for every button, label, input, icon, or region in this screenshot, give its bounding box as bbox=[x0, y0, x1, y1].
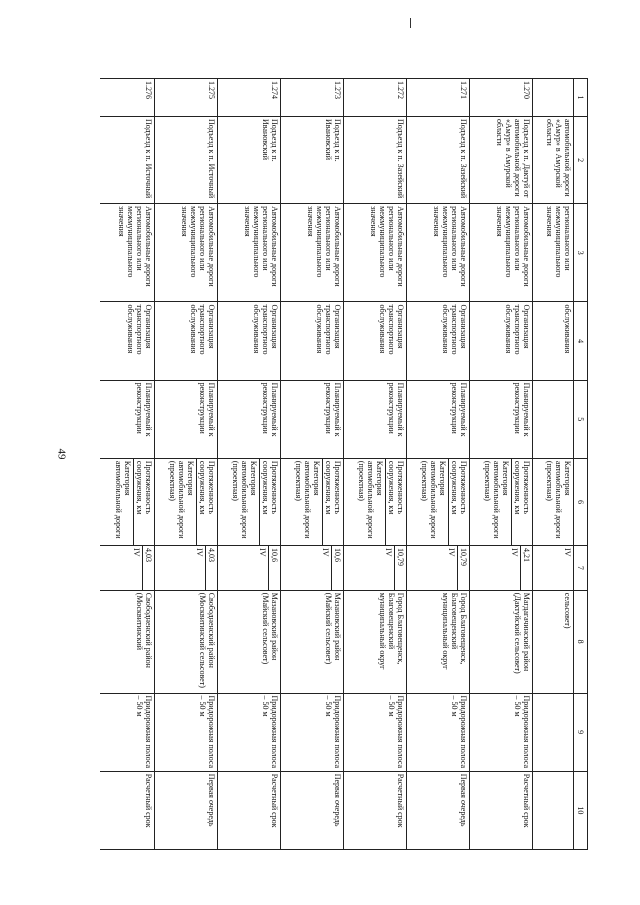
location-cell: Магдагачинский район (Дактуйский сельсовет) bbox=[470, 590, 533, 693]
characteristics-cell bbox=[470, 458, 533, 545]
zone-cell: Придорожная полоса – 50 м bbox=[155, 693, 218, 771]
characteristic-length-value: 4,21 bbox=[520, 546, 532, 590]
zone-cell: Придорожная полоса – 50 м bbox=[407, 693, 470, 771]
rotated-table-wrapper bbox=[100, 78, 588, 850]
characteristics-cell bbox=[533, 458, 574, 545]
purpose-cell: Организация транспортного обслуживания bbox=[281, 302, 344, 380]
road-objects-table bbox=[100, 78, 588, 850]
row-number-cell: 1.272 bbox=[344, 79, 407, 117]
row-number-cell: 1.271 bbox=[407, 79, 470, 117]
characteristic-category-label bbox=[542, 459, 544, 545]
values-cell bbox=[155, 546, 218, 591]
object-name-cell: автомобильной дороги «Амур» в Амурской области bbox=[533, 116, 574, 203]
location-cell: Свободненский район (Москвитинский bbox=[100, 590, 155, 693]
column-header: 5 bbox=[574, 380, 588, 458]
term-cell: Первая очередь bbox=[155, 771, 218, 849]
table-row bbox=[155, 79, 218, 850]
object-name-cell: Подъезд к п. Дактуй от автомобильной дороги «Амур» в Амурской области bbox=[470, 116, 533, 203]
characteristic-category-label: Категория автомобильной дороги (проектная) bbox=[483, 460, 510, 539]
object-type-cell: регионального или межмуниципального значения bbox=[533, 204, 574, 302]
term-cell: Расчетный срок bbox=[100, 771, 155, 849]
values-cell bbox=[407, 546, 470, 591]
purpose-cell: Организация транспортного обслуживания bbox=[155, 302, 218, 380]
zone-cell: Придорожная полоса – 50 м bbox=[281, 693, 344, 771]
term-cell bbox=[533, 771, 574, 849]
term-cell: Расчетный срок bbox=[218, 771, 281, 849]
characteristic-category-label: Категория автомобильной дороги (проектная) bbox=[357, 460, 384, 539]
object-type-cell: Автомобильные дороги регионального или межмуниципального значения bbox=[155, 204, 218, 302]
location-cell: сельсовет) bbox=[533, 590, 574, 693]
characteristic-length-value: 10,79 bbox=[394, 546, 406, 590]
zone-cell: Придорожная полоса – 50 м bbox=[218, 693, 281, 771]
characteristic-category-label: Категория автомобильной дороги bbox=[114, 460, 132, 539]
characteristics-cell bbox=[218, 458, 281, 545]
location-cell: Мазановский район (Майский сельсовет) bbox=[218, 590, 281, 693]
values-cell bbox=[533, 546, 574, 591]
values-cell bbox=[344, 546, 407, 591]
characteristic-category-label: Категория автомобильной дороги (проектная) bbox=[168, 460, 195, 539]
characteristic-length-value: 10,6 bbox=[331, 546, 343, 590]
characteristic-length-label: Протяженность сооружения, км bbox=[259, 459, 280, 545]
characteristic-category-value: IV bbox=[258, 548, 267, 557]
characteristics-cell bbox=[155, 458, 218, 545]
table-row bbox=[470, 79, 533, 850]
status-cell: Планируемый к реконструкции bbox=[155, 380, 218, 458]
object-type-cell: Автомобильные дороги регионального или межмуниципального значения bbox=[344, 204, 407, 302]
characteristics-cell bbox=[100, 458, 155, 545]
purpose-cell: Организация транспортного обслуживания bbox=[407, 302, 470, 380]
characteristic-length-label: Протяженность сооружения, км bbox=[133, 459, 154, 545]
status-cell: Планируемый к реконструкции bbox=[470, 380, 533, 458]
table-body bbox=[100, 79, 574, 850]
values-cell bbox=[281, 546, 344, 591]
object-name-cell: Подъезд к п. Зазейский bbox=[344, 116, 407, 203]
object-type-cell: Автомобильные дороги регионального или межмуниципального значения bbox=[100, 204, 155, 302]
status-cell: Планируемый к реконструкции bbox=[100, 380, 155, 458]
characteristic-length-value: 4,03 bbox=[142, 546, 154, 590]
status-cell bbox=[533, 380, 574, 458]
characteristic-category-value: IV bbox=[447, 548, 456, 557]
characteristic-length-value: IV bbox=[563, 548, 572, 557]
table-row bbox=[100, 79, 155, 850]
location-cell: Мазановский район (Майский сельсовет) bbox=[281, 590, 344, 693]
row-number-cell: 1.273 bbox=[281, 79, 344, 117]
column-header: 1 bbox=[574, 79, 588, 117]
characteristic-length-value: 4,03 bbox=[205, 546, 217, 590]
table-row bbox=[218, 79, 281, 850]
zone-cell: Придорожная полоса – 50 м bbox=[470, 693, 533, 771]
characteristic-category-label: Категория автомобильной дороги (проектная) bbox=[420, 460, 447, 539]
table-row bbox=[533, 79, 574, 850]
column-header: 4 bbox=[574, 302, 588, 380]
status-cell: Планируемый к реконструкции bbox=[281, 380, 344, 458]
purpose-cell: обслуживания bbox=[533, 302, 574, 380]
term-cell: Первая очередь bbox=[281, 771, 344, 849]
purpose-cell: Организация транспортного обслуживания bbox=[100, 302, 155, 380]
term-cell: Первая очередь bbox=[407, 771, 470, 849]
purpose-cell: Организация транспортного обслуживания bbox=[470, 302, 533, 380]
object-type-cell: Автомобильные дороги регионального или межмуниципального значения bbox=[407, 204, 470, 302]
object-name-cell: Подъезд к п. Источный bbox=[100, 116, 155, 203]
table-row bbox=[407, 79, 470, 850]
object-type-cell: Автомобильные дороги регионального или межмуниципального значения bbox=[470, 204, 533, 302]
row-number-cell: 1.274 bbox=[218, 79, 281, 117]
characteristic-category-label: Категория автомобильной дороги (проектная) bbox=[294, 460, 321, 539]
characteristics-cell bbox=[407, 458, 470, 545]
status-cell: Планируемый к реконструкции bbox=[344, 380, 407, 458]
location-cell: Город Благовещенск, Благовещенский муниципальный округ bbox=[407, 590, 470, 693]
term-cell: Расчетный срок bbox=[344, 771, 407, 849]
characteristic-length-label: Протяженность сооружения, км bbox=[448, 459, 469, 545]
characteristic-category-label: Категория автомобильной дороги (проектная) bbox=[231, 460, 258, 539]
zone-cell: Придорожная полоса – 50 м bbox=[100, 693, 155, 771]
characteristic-category-value: IV bbox=[510, 548, 519, 557]
object-name-cell: Подъезд к п. Ивановский bbox=[281, 116, 344, 203]
object-name-cell: Подъезд к п. Зазейский bbox=[407, 116, 470, 203]
characteristic-category-value: IV bbox=[195, 548, 204, 557]
characteristic-category-value: IV bbox=[132, 548, 141, 557]
table-row bbox=[344, 79, 407, 850]
values-cell bbox=[470, 546, 533, 591]
characteristic-length-label: Протяженность сооружения, км bbox=[385, 459, 406, 545]
column-header: 10 bbox=[574, 771, 588, 849]
row-number-cell bbox=[533, 79, 574, 117]
column-number-row bbox=[574, 79, 588, 850]
location-cell: Город Благовещенск, Благовещенский муниципальный округ bbox=[344, 590, 407, 693]
characteristic-length-label: Протяженность сооружения, км bbox=[322, 459, 343, 545]
table-row bbox=[281, 79, 344, 850]
characteristic-length-label: Протяженность сооружения, км bbox=[511, 459, 532, 545]
purpose-cell: Организация транспортного обслуживания bbox=[218, 302, 281, 380]
characteristic-length-value: 10,6 bbox=[268, 546, 280, 590]
object-type-cell: Автомобильные дороги регионального или межмуниципального значения bbox=[218, 204, 281, 302]
header-tick-mark bbox=[410, 18, 411, 28]
rotated-table-container bbox=[100, 78, 588, 850]
status-cell: Планируемый к реконструкции bbox=[218, 380, 281, 458]
object-name-cell: Подъезд к п. Ивановский bbox=[218, 116, 281, 203]
characteristics-cell bbox=[344, 458, 407, 545]
characteristic-category-value bbox=[560, 546, 562, 590]
values-cell bbox=[218, 546, 281, 591]
status-cell: Планируемый к реконструкции bbox=[407, 380, 470, 458]
values-cell bbox=[100, 546, 155, 591]
characteristic-length-label: Протяженность сооружения, км bbox=[196, 459, 217, 545]
page-number: 49 bbox=[55, 448, 68, 460]
row-number-cell: 1.270 bbox=[470, 79, 533, 117]
column-header: 3 bbox=[574, 204, 588, 302]
zone-cell: Придорожная полоса – 50 м bbox=[344, 693, 407, 771]
column-header: 6 bbox=[574, 458, 588, 545]
zone-cell bbox=[533, 693, 574, 771]
column-header: 8 bbox=[574, 590, 588, 693]
purpose-cell: Организация транспортного обслуживания bbox=[344, 302, 407, 380]
term-cell: Расчетный срок bbox=[470, 771, 533, 849]
characteristic-length-label: Категория автомобильной дороги (проектная) bbox=[545, 460, 572, 539]
characteristic-category-value: IV bbox=[384, 548, 393, 557]
characteristic-length-value: 10,79 bbox=[457, 546, 469, 590]
row-number-cell: 1.275 bbox=[155, 79, 218, 117]
column-header: 7 bbox=[574, 546, 588, 591]
column-header: 9 bbox=[574, 693, 588, 771]
characteristic-category-value: IV bbox=[321, 548, 330, 557]
row-number-cell: 1.276 bbox=[100, 79, 155, 117]
column-header: 2 bbox=[574, 116, 588, 203]
characteristics-cell bbox=[281, 458, 344, 545]
object-type-cell: Автомобильные дороги регионального или межмуниципального значения bbox=[281, 204, 344, 302]
object-name-cell: Подъезд к п. Источный bbox=[155, 116, 218, 203]
location-cell: Свободненский район (Москвитинский сельсовет) bbox=[155, 590, 218, 693]
